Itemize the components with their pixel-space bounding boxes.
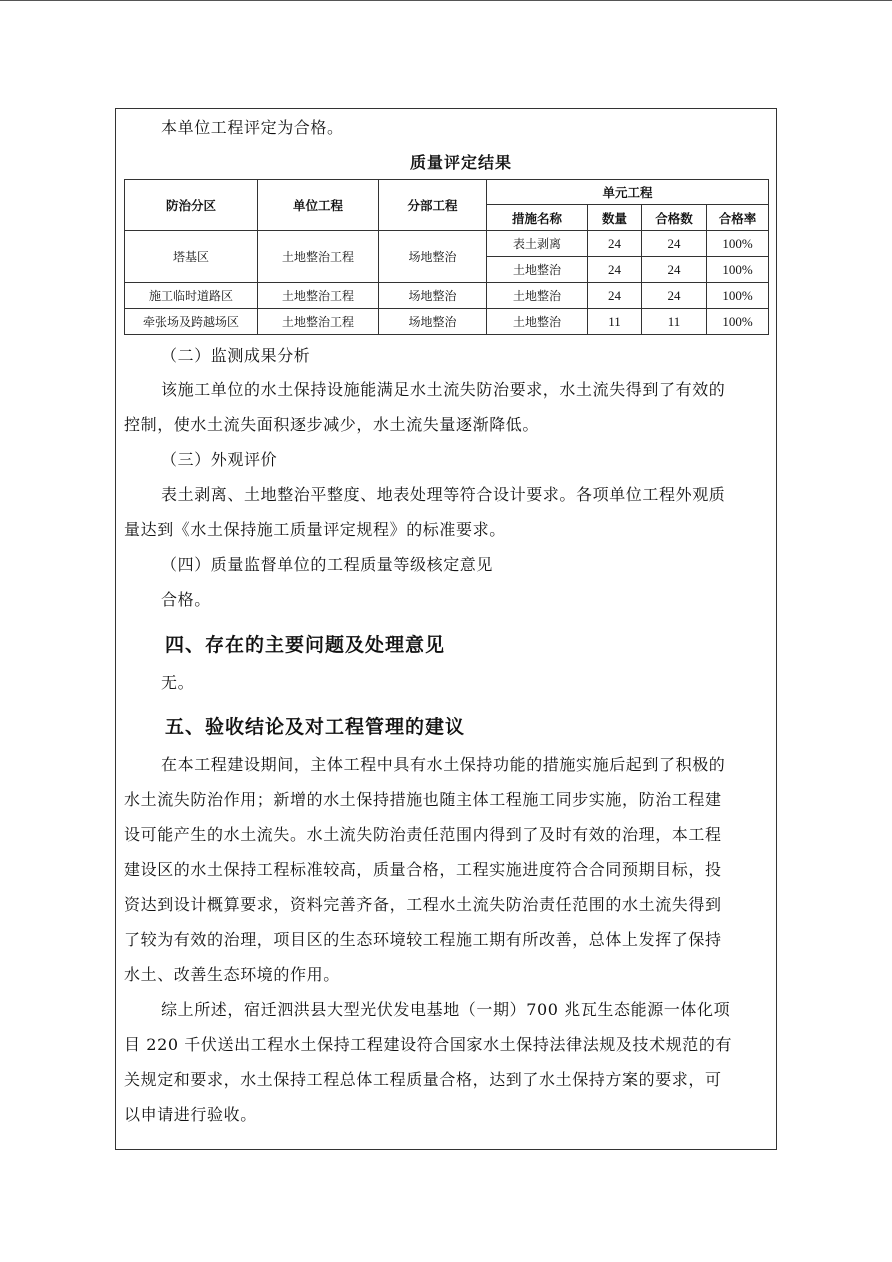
cell-count: 24: [588, 231, 642, 257]
cell-pass: 24: [642, 231, 707, 257]
header-sub-project: 分部工程: [379, 180, 487, 231]
appearance-line-1: 表土剥离、土地整治平整度、地表处理等符合设计要求。各项单位工程外观质: [161, 485, 726, 504]
conclusion-paragraph-1-line: 了较为有效的治理，项目区的生态环境较工程施工期有所改善，总体上发挥了保持: [124, 930, 722, 949]
monitoring-heading: （二）监测成果分析: [161, 346, 311, 365]
monitoring-line-2: 控制，使水土流失面积逐步减少，水土流失量逐渐降低。: [124, 415, 540, 434]
cell-measure: 土地整治: [487, 309, 588, 335]
cell-unit: 土地整治工程: [258, 309, 379, 335]
cell-unit: 土地整治工程: [258, 231, 379, 283]
conclusion-paragraph-2-line: 综上所述，宿迁泗洪县大型光伏发电基地（一期）700 兆瓦生态能源一体化项: [161, 1000, 731, 1019]
conclusion-paragraph-2-line: 关规定和要求，水土保持工程总体工程质量合格，达到了水土保持方案的要求，可: [124, 1070, 722, 1089]
header-element-group: 单元工程: [487, 180, 769, 205]
cell-count: 24: [588, 257, 642, 283]
appearance-line-2: 量达到《水土保持施工质量评定规程》的标准要求。: [124, 520, 506, 539]
monitoring-line-1: 该施工单位的水土保持设施能满足水土流失防治要求，水土流失得到了有效的: [161, 380, 726, 399]
header-measure: 措施名称: [487, 205, 588, 231]
conclusion-paragraph-2-line: 以申请进行验收。: [124, 1105, 257, 1124]
conclusion-paragraph-1-line: 建设区的水土保持工程标准较高，质量合格，工程实施进度符合合同预期目标，投: [124, 860, 722, 879]
section-4-heading: 四、存在的主要问题及处理意见: [165, 634, 446, 656]
cell-zone: 施工临时道路区: [125, 283, 258, 309]
supervision-text: 合格。: [161, 590, 211, 609]
supervision-heading: （四）质量监督单位的工程质量等级核定意见: [161, 555, 494, 574]
conclusion-paragraph-1-line: 水土、改善生态环境的作用。: [124, 965, 340, 984]
section-5-heading: 五、验收结论及对工程管理的建议: [165, 716, 466, 738]
header-pass-count: 合格数: [642, 205, 707, 231]
cell-measure: 土地整治: [487, 257, 588, 283]
cell-count: 11: [588, 309, 642, 335]
quality-assessment-table: [124, 179, 769, 335]
cell-pass: 24: [642, 257, 707, 283]
cell-rate: 100%: [707, 257, 769, 283]
cell-rate: 100%: [707, 283, 769, 309]
cell-rate: 100%: [707, 309, 769, 335]
header-count: 数量: [588, 205, 642, 231]
intro-line: 本单位工程评定为合格。: [161, 118, 344, 137]
conclusion-paragraph-1-line: 水土流失防治作用；新增的水土保持措施也随主体工程施工同步实施，防治工程建: [124, 790, 722, 809]
cell-sub: 场地整治: [379, 231, 487, 283]
cell-sub: 场地整治: [379, 309, 487, 335]
conclusion-paragraph-1-line: 资达到设计概算要求，资料完善齐备，工程水土流失防治责任范围的水土流失得到: [124, 895, 722, 914]
cell-zone: 塔基区: [125, 231, 258, 283]
page-top-border: [0, 0, 892, 1]
table-row: [125, 283, 769, 309]
cell-measure: 表土剥离: [487, 231, 588, 257]
conclusion-paragraph-1-line: 在本工程建设期间，主体工程中具有水土保持功能的措施实施后起到了积极的: [161, 755, 726, 774]
section-4-text: 无。: [161, 673, 195, 692]
table-caption: 质量评定结果: [410, 153, 513, 172]
cell-sub: 场地整治: [379, 283, 487, 309]
cell-rate: 100%: [707, 231, 769, 257]
cell-count: 24: [588, 283, 642, 309]
cell-pass: 11: [642, 309, 707, 335]
cell-measure: 土地整治: [487, 283, 588, 309]
cell-pass: 24: [642, 283, 707, 309]
appearance-heading: （三）外观评价: [161, 450, 278, 469]
conclusion-paragraph-2-line: 目 220 千伏送出工程水土保持工程建设符合国家水土保持法律法规及技术规范的有: [124, 1035, 733, 1054]
table-row: [125, 231, 769, 257]
cell-unit: 土地整治工程: [258, 283, 379, 309]
table-header-row: [125, 180, 769, 205]
conclusion-paragraph-1-line: 设可能产生的水土流失。水土流失防治责任范围内得到了及时有效的治理，本工程: [124, 825, 722, 844]
header-pass-rate: 合格率: [707, 205, 769, 231]
header-unit-project: 单位工程: [258, 180, 379, 231]
cell-zone: 牵张场及跨越场区: [125, 309, 258, 335]
header-zone: 防治分区: [125, 180, 258, 231]
table-row: [125, 309, 769, 335]
